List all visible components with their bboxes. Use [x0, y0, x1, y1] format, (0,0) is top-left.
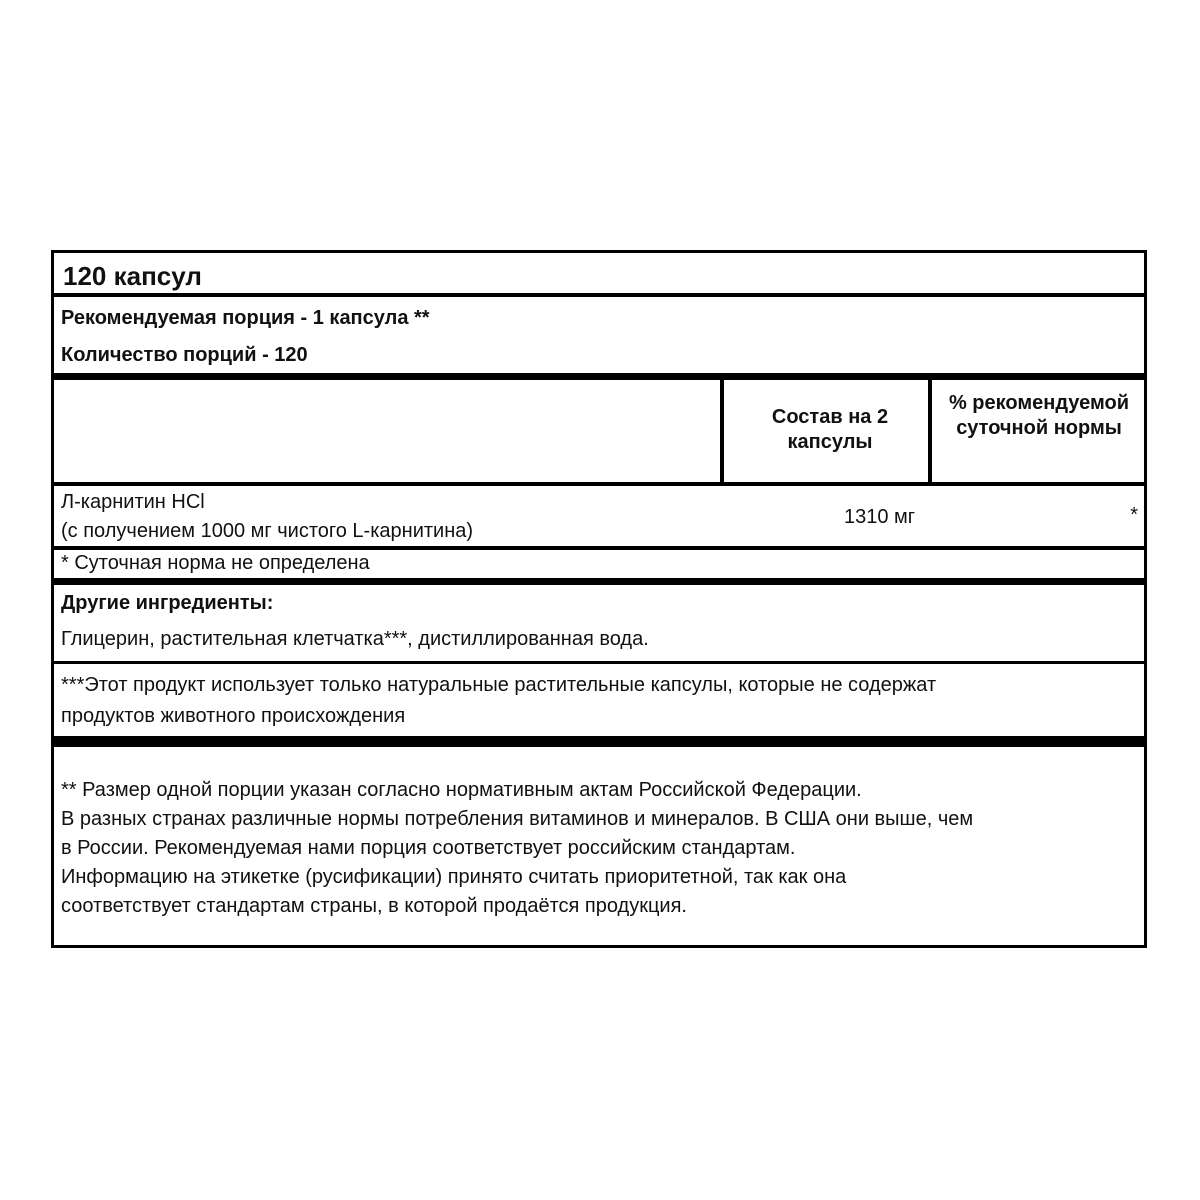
- other-ingredients-text: Глицерин, растительная клетчатка***, дистиллированная вода.: [61, 628, 649, 650]
- divider-other-ingredients: [54, 661, 1144, 664]
- divider-col-2: [928, 380, 932, 484]
- column-header-amount: Состав на 2 капсулы: [771, 406, 889, 453]
- page-title: 120 капсул: [63, 261, 202, 291]
- ingredient-percent: *: [1130, 504, 1138, 526]
- ingredient-amount: 1310 мг: [844, 506, 916, 528]
- column-header-percent: % рекомендуемой суточной нормы: [948, 392, 1130, 439]
- divider-footnote: [54, 578, 1144, 585]
- capsule-note-line-2: продуктов животного происхождения: [61, 705, 406, 727]
- serving-size: Рекомендуемая порция - 1 капсула **: [61, 307, 430, 329]
- divider-serving: [54, 373, 1144, 380]
- disclaimer-line-3: в России. Рекомендуемая нами порция соответствует российским стандартам.: [61, 837, 796, 859]
- disclaimer-line-2: В разных странах различные нормы потребления витаминов и минералов. В США они выше, чем: [61, 808, 974, 830]
- ingredient-description: (с получением 1000 мг чистого L-карнитина): [61, 520, 474, 542]
- divider-ingredient-row: [54, 546, 1144, 550]
- divider-header-row: [54, 482, 1144, 486]
- divider-col-1: [720, 380, 724, 484]
- capsule-note-line-1: ***Этот продукт использует только натуральные растительные капсулы, которые не содержат: [61, 674, 937, 696]
- disclaimer-line-1: ** Размер одной порции указан согласно нормативным актам Российской Федерации.: [61, 779, 862, 801]
- serving-count: Количество порций - 120: [61, 344, 308, 366]
- ingredient-name: Л-карнитин HCl: [61, 491, 205, 513]
- other-ingredients-heading: Другие ингредиенты:: [61, 592, 274, 614]
- divider-title: [54, 293, 1144, 297]
- daily-value-footnote: * Суточная норма не определена: [61, 552, 370, 574]
- disclaimer-line-4: Информацию на этикетке (русификации) принято считать приоритетной, так как она: [61, 866, 847, 888]
- divider-capsule-note: [54, 736, 1144, 747]
- disclaimer-line-5: соответствует стандартам страны, в которой продаётся продукция.: [61, 895, 687, 917]
- supplement-facts-panel: [51, 250, 1147, 948]
